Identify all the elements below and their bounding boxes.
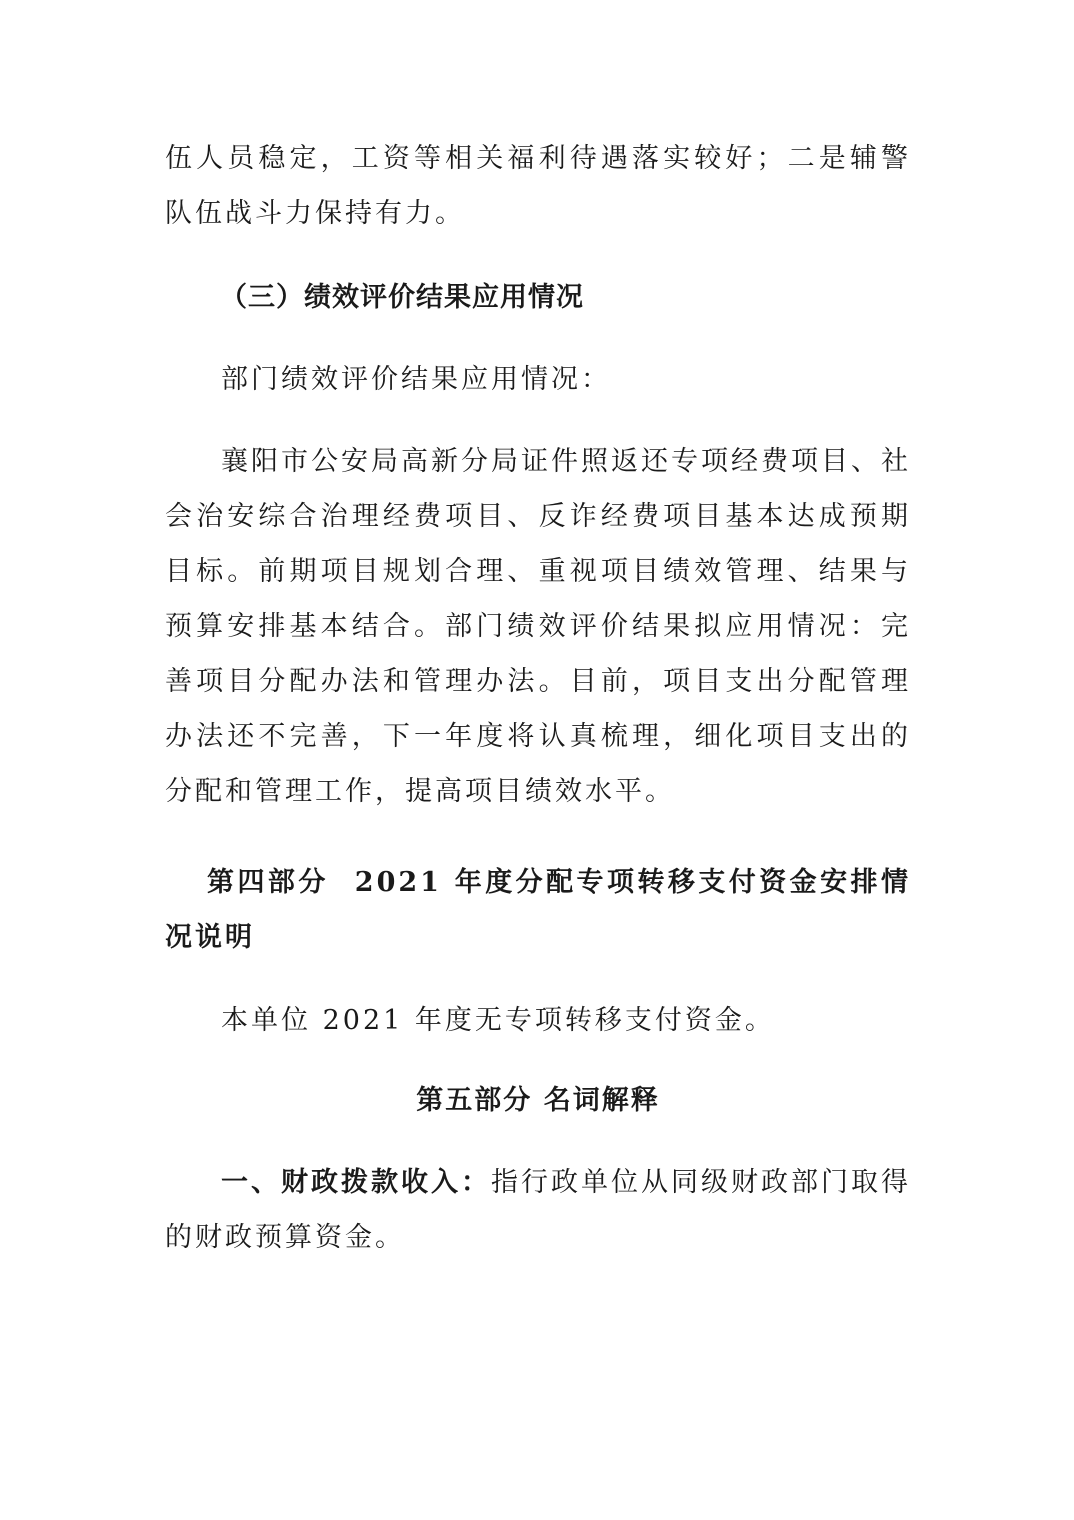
definition-term: 一、财政拨款收入： <box>221 1167 491 1198</box>
paragraph-no-transfer: 本单位 2021 年度无专项转移支付资金。 <box>221 1005 775 1036</box>
part-four-heading <box>165 855 911 965</box>
definition-text: 指行政单位从同级财政部门取得的财政预算资金。 <box>165 1167 911 1253</box>
paragraph-intro: 部门绩效评价结果应用情况： <box>221 364 611 395</box>
section-heading-3: （三）绩效评价结果应用情况 <box>220 282 584 313</box>
paragraph-evaluation: 襄阳市公安局高新分局证件照返还专项经费项目、社会治安综合治理经费项目、反诈经费项目基本达成预期目标。前期项目规划合理、重视项目绩效管理、结果与预算安排基本结合。部门绩效评价结果拟应用情况：完善项目分配办法和管理办法。目前，项目支出分配管理办法还不完善，下一年度将认真梳理，细化项目支出的分配和管理工作，提高项目绩效水平。 <box>165 446 911 807</box>
paragraph-continuation: 伍人员稳定，工资等相关福利待遇落实较好；二是辅警队伍战斗力保持有力。 <box>165 143 911 229</box>
definition-fiscal-income <box>165 1155 911 1265</box>
part-four-label: 第四部分 <box>207 867 329 898</box>
part-five-heading: 第五部分 名词解释 <box>416 1085 660 1116</box>
part-four-title: 2021 年度分配专项转移支付资金安排情况说明 <box>165 867 912 953</box>
